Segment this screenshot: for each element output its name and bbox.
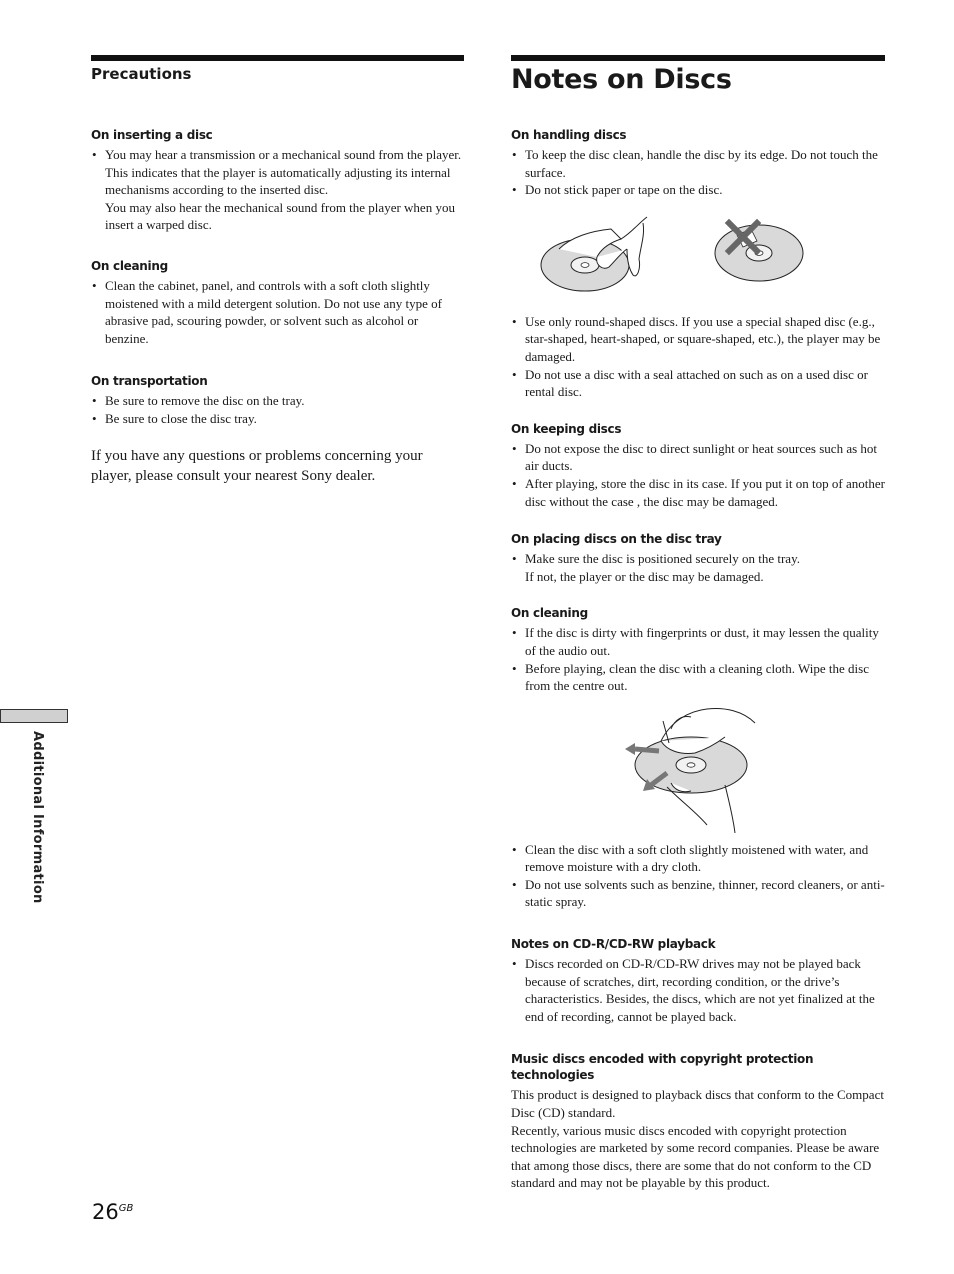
transportation-list bbox=[91, 392, 464, 427]
cleaning-list bbox=[91, 277, 464, 347]
list-item: • If the disc is dirty with fingerprints or dust, it may lessen the quality of the audio out. bbox=[511, 624, 885, 659]
cleaning-discs-list-2 bbox=[511, 841, 885, 911]
disc-shape-list bbox=[511, 313, 885, 401]
left-top-rule bbox=[91, 55, 464, 61]
list-item: • Discs recorded on CD-R/CD-RW drives may not be played back because of scratches, dirt, recording condition, or the drive’s characteristics. Besides, the discs, which are not yet finalized at the end of recording, cannot be played back. bbox=[511, 955, 885, 1025]
right-column bbox=[511, 55, 885, 1192]
list-item: • Use only round-shaped discs. If you use a special shaped disc (e.g., star-shaped, heart-shaped, or square-shaped, etc.), the player may be damaged. bbox=[511, 313, 885, 366]
list-item-continuation: If not, the player or the disc may be damaged. bbox=[525, 568, 764, 584]
copyright-paragraph-1: This product is designed to playback discs that conform to the Compact Disc (CD) standard. bbox=[511, 1087, 884, 1121]
disc-wipe-icon bbox=[625, 708, 755, 832]
keeping-list bbox=[511, 440, 885, 510]
disc-wiping-figure bbox=[511, 701, 885, 837]
list-item: • Clean the disc with a soft cloth slightly moistened with water, and remove moisture with a dry cloth. bbox=[511, 841, 885, 876]
heading-handling-discs: On handling discs bbox=[511, 128, 627, 142]
list-item: • You may hear a transmission or a mechanical sound from the player. This indicates that the player is automatically adjusting its internal mechanisms according to the inserted disc. You may also hear the mechanical sound from the player when you insert a warped disc. bbox=[91, 146, 464, 234]
correct-handling-icon bbox=[541, 217, 647, 291]
cleaning-discs-list bbox=[511, 624, 885, 694]
page-title: Notes on Discs bbox=[511, 64, 732, 95]
list-item: • Do not use a disc with a seal attached on such as on a used disc or rental disc. bbox=[511, 366, 885, 401]
left-column bbox=[91, 55, 464, 486]
placing-list bbox=[511, 550, 885, 585]
disc-handling-figure bbox=[511, 209, 885, 309]
heading-inserting-disc: On inserting a disc bbox=[91, 128, 213, 142]
heading-cleaning: On cleaning bbox=[91, 258, 168, 273]
cdr-list bbox=[511, 955, 885, 1025]
copyright-paragraph-2: Recently, various music discs encoded with copyright protection technologies are marketed by some record companies. Please be aware that among those discs, there are some that do not conform to the CD standard and may not be playable by this product. bbox=[511, 1122, 880, 1191]
page-number bbox=[92, 1200, 133, 1224]
list-item-continuation: You may also hear the mechanical sound from the player when you insert a warped disc. bbox=[105, 199, 455, 233]
list-item: • After playing, store the disc in its case. If you put it on top of another disc without the case , the disc may be damaged. bbox=[511, 475, 885, 510]
list-item: • Do not expose the disc to direct sunlight or heat sources such as hot air ducts. bbox=[511, 440, 885, 475]
cleaning-illustration bbox=[511, 701, 885, 841]
section-title: Precautions bbox=[91, 65, 192, 83]
section-tab-marker bbox=[0, 709, 68, 723]
inserting-disc-list bbox=[91, 146, 464, 234]
heading-placing-discs: On placing discs on the disc tray bbox=[511, 532, 722, 547]
handling-illustration bbox=[511, 209, 885, 313]
list-item: • Be sure to close the disc tray. bbox=[91, 410, 464, 428]
right-top-rule bbox=[511, 55, 885, 61]
page-number-suffix: GB bbox=[118, 1203, 134, 1214]
side-section-label: Additional Information bbox=[30, 731, 45, 904]
list-item: • Do not use solvents such as benzine, thinner, record cleaners, or anti-static spray. bbox=[511, 876, 885, 911]
heading-copyright-discs: Music discs encoded with copyright protection technologies bbox=[511, 1052, 814, 1083]
heading-cdr-playback: Notes on CD-R/CD-RW playback bbox=[511, 937, 716, 952]
handling-list bbox=[511, 146, 885, 199]
list-item: • Before playing, clean the disc with a cleaning cloth. Wipe the disc from the centre out. bbox=[511, 660, 885, 695]
list-item: • Clean the cabinet, panel, and controls with a soft cloth slightly moistened with a mild detergent solution. Do not use any type of abrasive pad, scouring powder, or solvent such as alcohol or benzine. bbox=[91, 277, 464, 347]
dealer-note: If you have any questions or problems concerning your player, please consult your nearest Sony dealer. bbox=[91, 447, 423, 484]
heading-cleaning-discs: On cleaning bbox=[511, 606, 588, 621]
list-item: • To keep the disc clean, handle the disc by its edge. Do not touch the surface. bbox=[511, 146, 885, 181]
list-item: • Be sure to remove the disc on the tray. bbox=[91, 392, 464, 410]
list-item: • Make sure the disc is positioned securely on the tray. If not, the player or the disc may be damaged. bbox=[511, 550, 885, 585]
no-seal-icon bbox=[715, 223, 803, 281]
list-item: • Do not stick paper or tape on the disc. bbox=[511, 181, 885, 199]
heading-transportation: On transportation bbox=[91, 374, 208, 389]
heading-keeping-discs: On keeping discs bbox=[511, 421, 622, 436]
page-number-value: 26 bbox=[92, 1200, 119, 1224]
